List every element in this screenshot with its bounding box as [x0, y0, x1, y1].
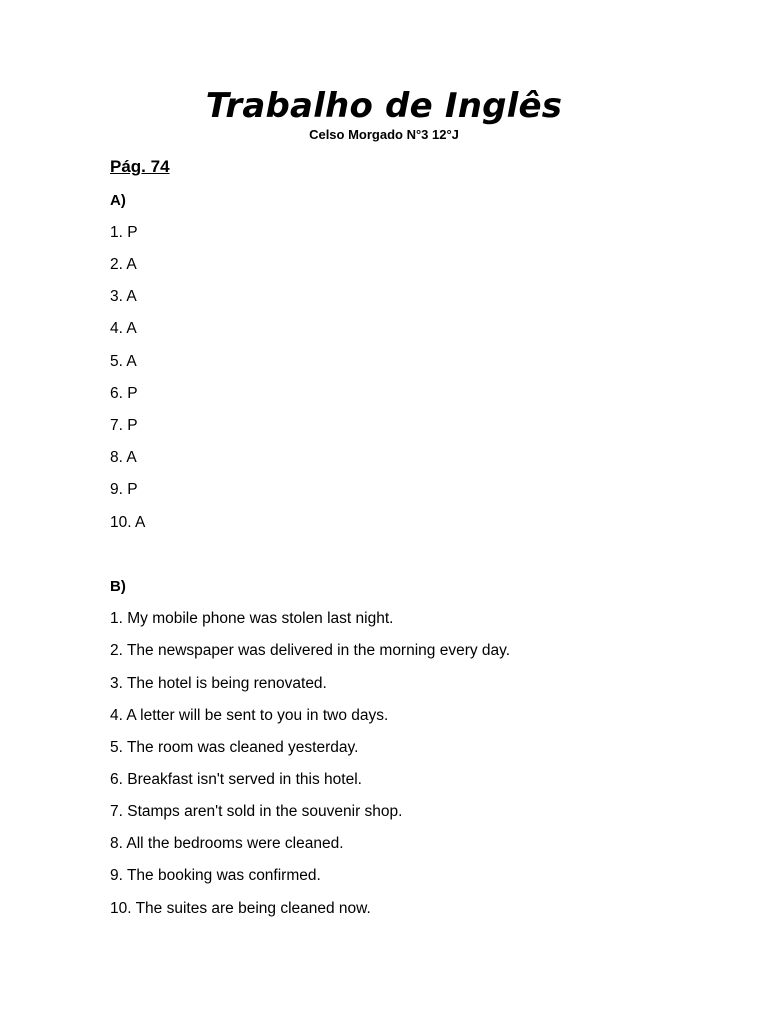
section-b-item: 4. A letter will be sent to you in two days.	[110, 707, 389, 724]
section-b-item: 6. Breakfast isn't served in this hotel.	[110, 771, 362, 788]
section-b-item: 9. The booking was confirmed.	[110, 867, 321, 884]
section-a-item: 2. A	[110, 256, 137, 273]
section-a-label: A)	[110, 192, 126, 209]
page-heading: Pág. 74	[110, 157, 170, 176]
section-a-item: 7. P	[110, 417, 138, 434]
section-a-item: 9. P	[110, 481, 138, 498]
section-a-item: 4. A	[110, 320, 137, 337]
section-a-item: 3. A	[110, 288, 137, 305]
section-b-item: 1. My mobile phone was stolen last night.	[110, 610, 394, 627]
document-title: Trabalho de Inglês	[205, 86, 563, 126]
section-a-item: 6. P	[110, 385, 138, 402]
section-a-item: 5. A	[110, 353, 137, 370]
section-b-item: 7. Stamps aren't sold in the souvenir shop.	[110, 803, 403, 820]
document-subtitle: Celso Morgado N°3 12°J	[309, 127, 459, 142]
section-b-item: 5. The room was cleaned yesterday.	[110, 739, 359, 756]
section-a-item: 1. P	[110, 224, 138, 241]
section-b-item: 2. The newspaper was delivered in the morning every day.	[110, 642, 511, 659]
section-b-item: 8. All the bedrooms were cleaned.	[110, 835, 344, 852]
section-a-item: 8. A	[110, 449, 137, 466]
section-b-item: 10. The suites are being cleaned now.	[110, 900, 371, 917]
section-a-item: 10. A	[110, 514, 146, 531]
section-b-item: 3. The hotel is being renovated.	[110, 675, 327, 692]
section-b-label: B)	[110, 578, 126, 595]
